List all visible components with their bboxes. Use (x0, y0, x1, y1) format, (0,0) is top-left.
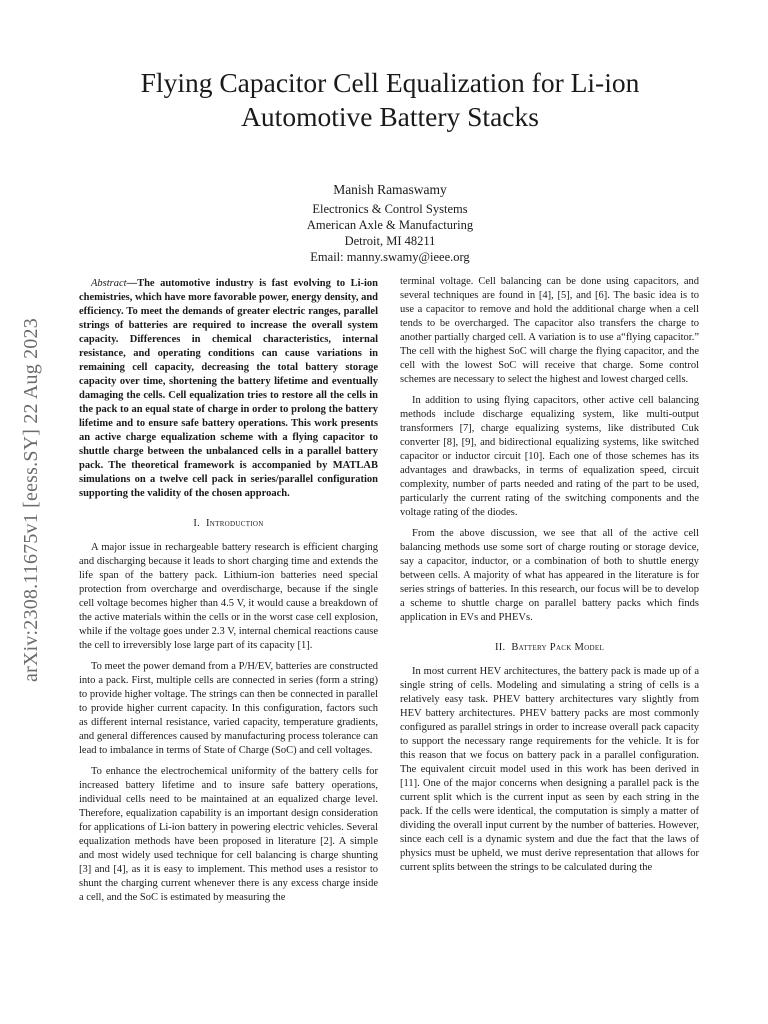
arxiv-sidebar-stamp (20, 262, 60, 682)
paragraph: To enhance the electrochemical uniformity of the battery cells for increased battery lifetime and to insure safe battery operations, individual cells need to be maintained at an equalized charge level. Therefore, equalization capability is an important design consideration for applications of Li-ion battery in powering electric vehicles. Several equalization methods have been proposed in literature [2]. A simple and most widely used technique for cell balancing is charge shunting [3] and [4], as it is easy to implement. This method uses a resistor to shunt the charging current whenever there is any excess charge inside a cell, and the SoC is estimated by measuring the (79, 766, 378, 903)
section-heading-battery-pack-model (400, 641, 699, 655)
section-title: Battery Pack Model (511, 642, 605, 653)
paragraph: To meet the power demand from a P/H/EV, batteries are constructed into a pack. First, multiple cells are connected in series (form a string) to provide higher voltage. The strings can then be connected in parallel to provide higher current capacity. In this configuration, factors such as different internal resistance, varied capacity, temperature gradients, and general differences caused by manufacturing process tolerance can lead to imbalance in terms of State of Charge (SoC) and cell voltages. (79, 661, 378, 756)
right-column (400, 275, 699, 882)
author-name: Manish Ramaswamy (333, 182, 447, 197)
author-city: Detroit, MI 48211 (344, 234, 436, 248)
arxiv-id: arXiv:2308.11675v1 [eess.SY] 22 Aug 2023 (20, 318, 42, 682)
author-org: American Axle & Manufacturing (306, 218, 474, 232)
paragraph: terminal voltage. Cell balancing can be done using capacitors, and several techniques are found in [4], [5], and [6]. The basic idea is to use a capacitor to remove and hold the additional charge when a cell tends to be overcharged. The capacitor also transfers the charge to another partially charged cell. A variation is to use a“flying capacitor.” The cell with the highest SoC will charge the flying capacitor, and the cell with the lowest SoC will receive that charge. Some control schemes are necessary to select the highest and lowest charged cells. (400, 276, 699, 385)
section-heading-introduction (79, 517, 378, 531)
author-dept: Electronics & Control Systems (312, 202, 468, 216)
paragraph: In most current HEV architectures, the battery pack is made up of a single string of cells. Modeling and simulating a string of cells is a relatively easy task. PHEV battery architectures vary slightly from HEV battery architectures. PHEV battery packs are most commonly configured as parallel strings in order to increase overall pack capacity to support the necessary range requirements for the vehicle. It is for this reason that we focus on battery pack in a parallel configuration. The equivalent circuit model used in this work has been derived in [11]. One of the major concerns when designing a parallel pack is the current split which is the current input as seen by each string in the pack. If the cells were identical, the computation is simply a matter of dividing the overall input current by the number of batteries. However, since each cell is a dynamic system and due the fact that the laws of physics must be upheld, we must derive representation that allows for current splits between the strings to be calculated during the (400, 666, 699, 873)
paragraph: In addition to using flying capacitors, other active cell balancing methods include discharge equalizing system, like multi-output transformers [7], charge equalizing systems, like distributed Cuk converter [8], [9], and bidirectional equalizing systems, like switched capacitor or inductor circuit [10]. Each one of those schemes has its advantages and drawbacks, in terms of equalization speed, circuit complexity, number of parts needed and rating of the part to be used, particularly the current rating of the switching components and the voltage rating of the diodes. (400, 395, 699, 518)
paper-title: Flying Capacitor Cell Equalization for Li-ion Automotive Battery Stacks (140, 67, 640, 132)
section-title: Introduction (205, 518, 264, 529)
abstract (79, 277, 378, 501)
left-column (79, 277, 378, 912)
section-number: I. (193, 518, 201, 529)
author-block (180, 182, 600, 265)
abstract-label: Abstract (91, 278, 127, 289)
abstract-text: —The automotive industry is fast evolving to Li-ion chemistries, which have more favorable power, energy density, and efficiency. To meet the demands of greater electric ranges, parallel strings of batteries are required to increase the overall system capacity. Differences in chemical characteristics, internal resistance, and operating conditions can cause variations in remaining cell capacity, decreasing the total battery storage capacity over time, shortening the battery lifetime and eventually damaging the cells. Cell equalization tries to restore all the cells in the pack to an equal state of charge in order to prolong the battery lifetime and to ensure safe battery operations. This work presents an active charge equalization scheme with a flying capacitor to shuttle charge between the unbalanced cells in a parallel battery pack. The theoretical framework is accompanied by MATLAB simulations on a twelve cell pack in series/parallel configuration supporting the validity of the chosen approach. (79, 278, 378, 499)
paragraph: A major issue in rechargeable battery research is efficient charging and discharging because it leads to short charging time and extends the life span of the battery pack. Lithium-ion batteries need special protection from overcharge and overdischarge, because if the single cell voltage becomes higher than 4.5 V, it would cause a breakdown of the active materials within the cells or in the worst case cell explosion, while if the voltage goes under 2.3 V, internal chemical reactions cause the cell to irreversibly lose large part of its capacity [1]. (79, 542, 378, 651)
author-email: Email: manny.swamy@ieee.org (310, 250, 470, 264)
section-number: II. (494, 642, 506, 653)
paragraph: From the above discussion, we see that all of the active cell balancing methods use some sort of charge routing or storage device, say a capacitor, inductor, or a combination of both to shuttle energy between cells. A majority of what has appeared in the literature is for series strings of batteries. In this research, our focus will be to develop a scheme to shuttle charge on parallel battery packs which finds application in EVs and PHEVs. (400, 528, 699, 623)
